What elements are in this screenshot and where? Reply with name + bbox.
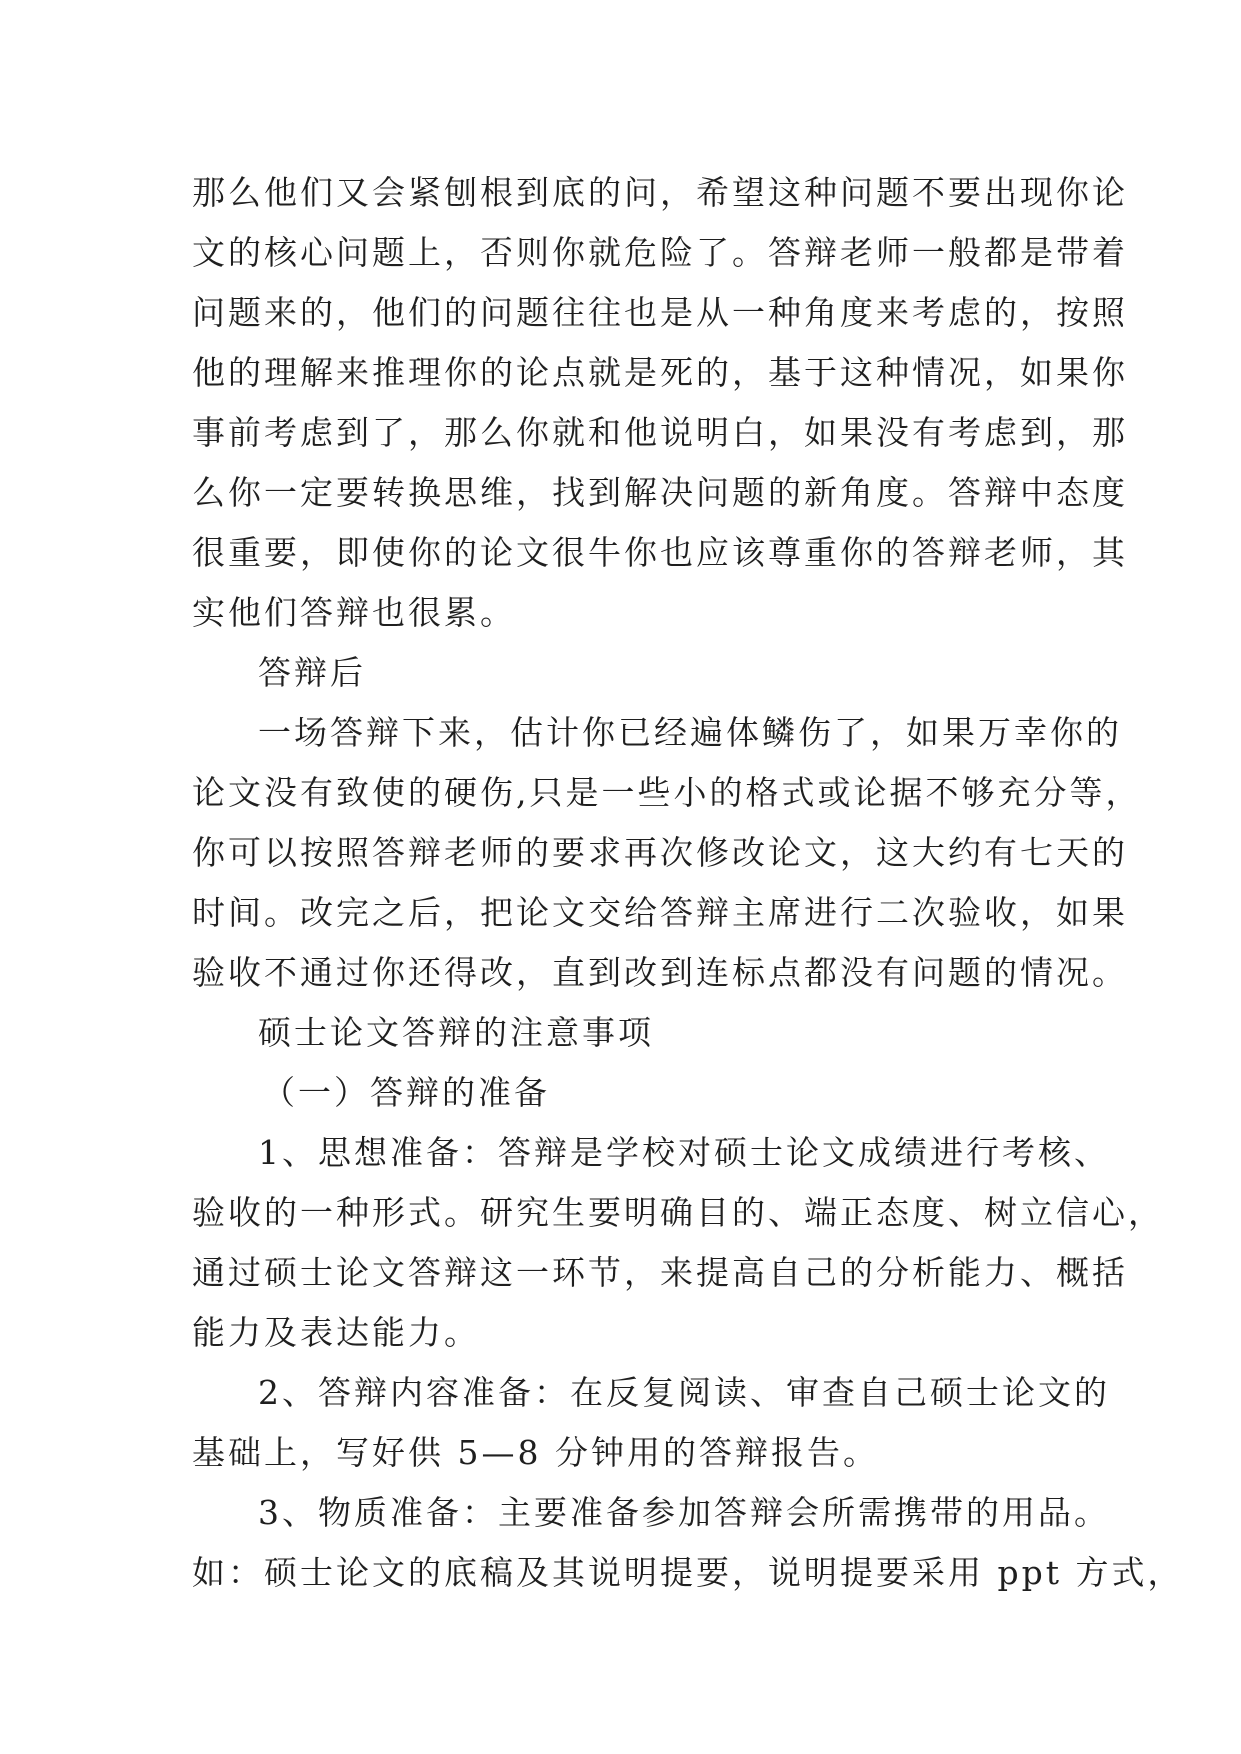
paragraph-line: 你可以按照答辩老师的要求再次修改论文，这大约有七天的 bbox=[192, 833, 1128, 872]
paragraph-line: 2、答辩内容准备：在反复阅读、审查自己硕士论文的 bbox=[258, 1373, 1110, 1412]
section-heading: 答辩后 bbox=[258, 653, 366, 692]
paragraph-line: 么你一定要转换思维，找到解决问题的新角度。答辩中态度 bbox=[192, 473, 1128, 512]
section-heading: 硕士论文答辩的注意事项 bbox=[258, 1013, 654, 1052]
paragraph-line: 时间。改完之后，把论文交给答辩主席进行二次验收，如果 bbox=[192, 893, 1128, 932]
subsection-heading: （一）答辩的准备 bbox=[262, 1073, 550, 1112]
paragraph-line: 1、思想准备：答辩是学校对硕士论文成绩进行考核、 bbox=[258, 1133, 1110, 1172]
paragraph-line: 实他们答辩也很累。 bbox=[192, 593, 516, 632]
paragraph-line: 他的理解来推理你的论点就是死的，基于这种情况，如果你 bbox=[192, 353, 1128, 392]
paragraph-line: 文的核心问题上，否则你就危险了。答辩老师一般都是带着 bbox=[192, 233, 1128, 272]
paragraph-line: 验收的一种形式。研究生要明确目的、端正态度、树立信心， bbox=[192, 1193, 1164, 1232]
paragraph-line: 那么他们又会紧刨根到底的问，希望这种问题不要出现你论 bbox=[192, 173, 1128, 212]
paragraph-line: 通过硕士论文答辩这一环节，来提高自己的分析能力、概括 bbox=[192, 1253, 1128, 1292]
paragraph-line: 能力及表达能力。 bbox=[192, 1313, 480, 1352]
paragraph-line: 如：硕士论文的底稿及其说明提要，说明提要采用 ppt 方式， bbox=[192, 1553, 1184, 1592]
paragraph-line: 3、物质准备：主要准备参加答辩会所需携带的用品。 bbox=[258, 1493, 1110, 1532]
paragraph-line: 一场答辩下来，估计你已经遍体鳞伤了，如果万幸你的 bbox=[258, 713, 1122, 752]
body-text bbox=[192, 163, 1184, 1603]
paragraph-line: 问题来的，他们的问题往往也是从一种角度来考虑的，按照 bbox=[192, 293, 1128, 332]
paragraph-line: 论文没有致使的硬伤,只是一些小的格式或论据不够充分等， bbox=[192, 773, 1142, 812]
paragraph-line: 很重要，即使你的论文很牛你也应该尊重你的答辩老师，其 bbox=[192, 533, 1128, 572]
paragraph-line: 事前考虑到了，那么你就和他说明白，如果没有考虑到，那 bbox=[192, 413, 1128, 452]
paragraph-line: 验收不通过你还得改，直到改到连标点都没有问题的情况。 bbox=[192, 953, 1128, 992]
paragraph-line: 基础上，写好供 5—8 分钟用的答辩报告。 bbox=[192, 1433, 879, 1472]
